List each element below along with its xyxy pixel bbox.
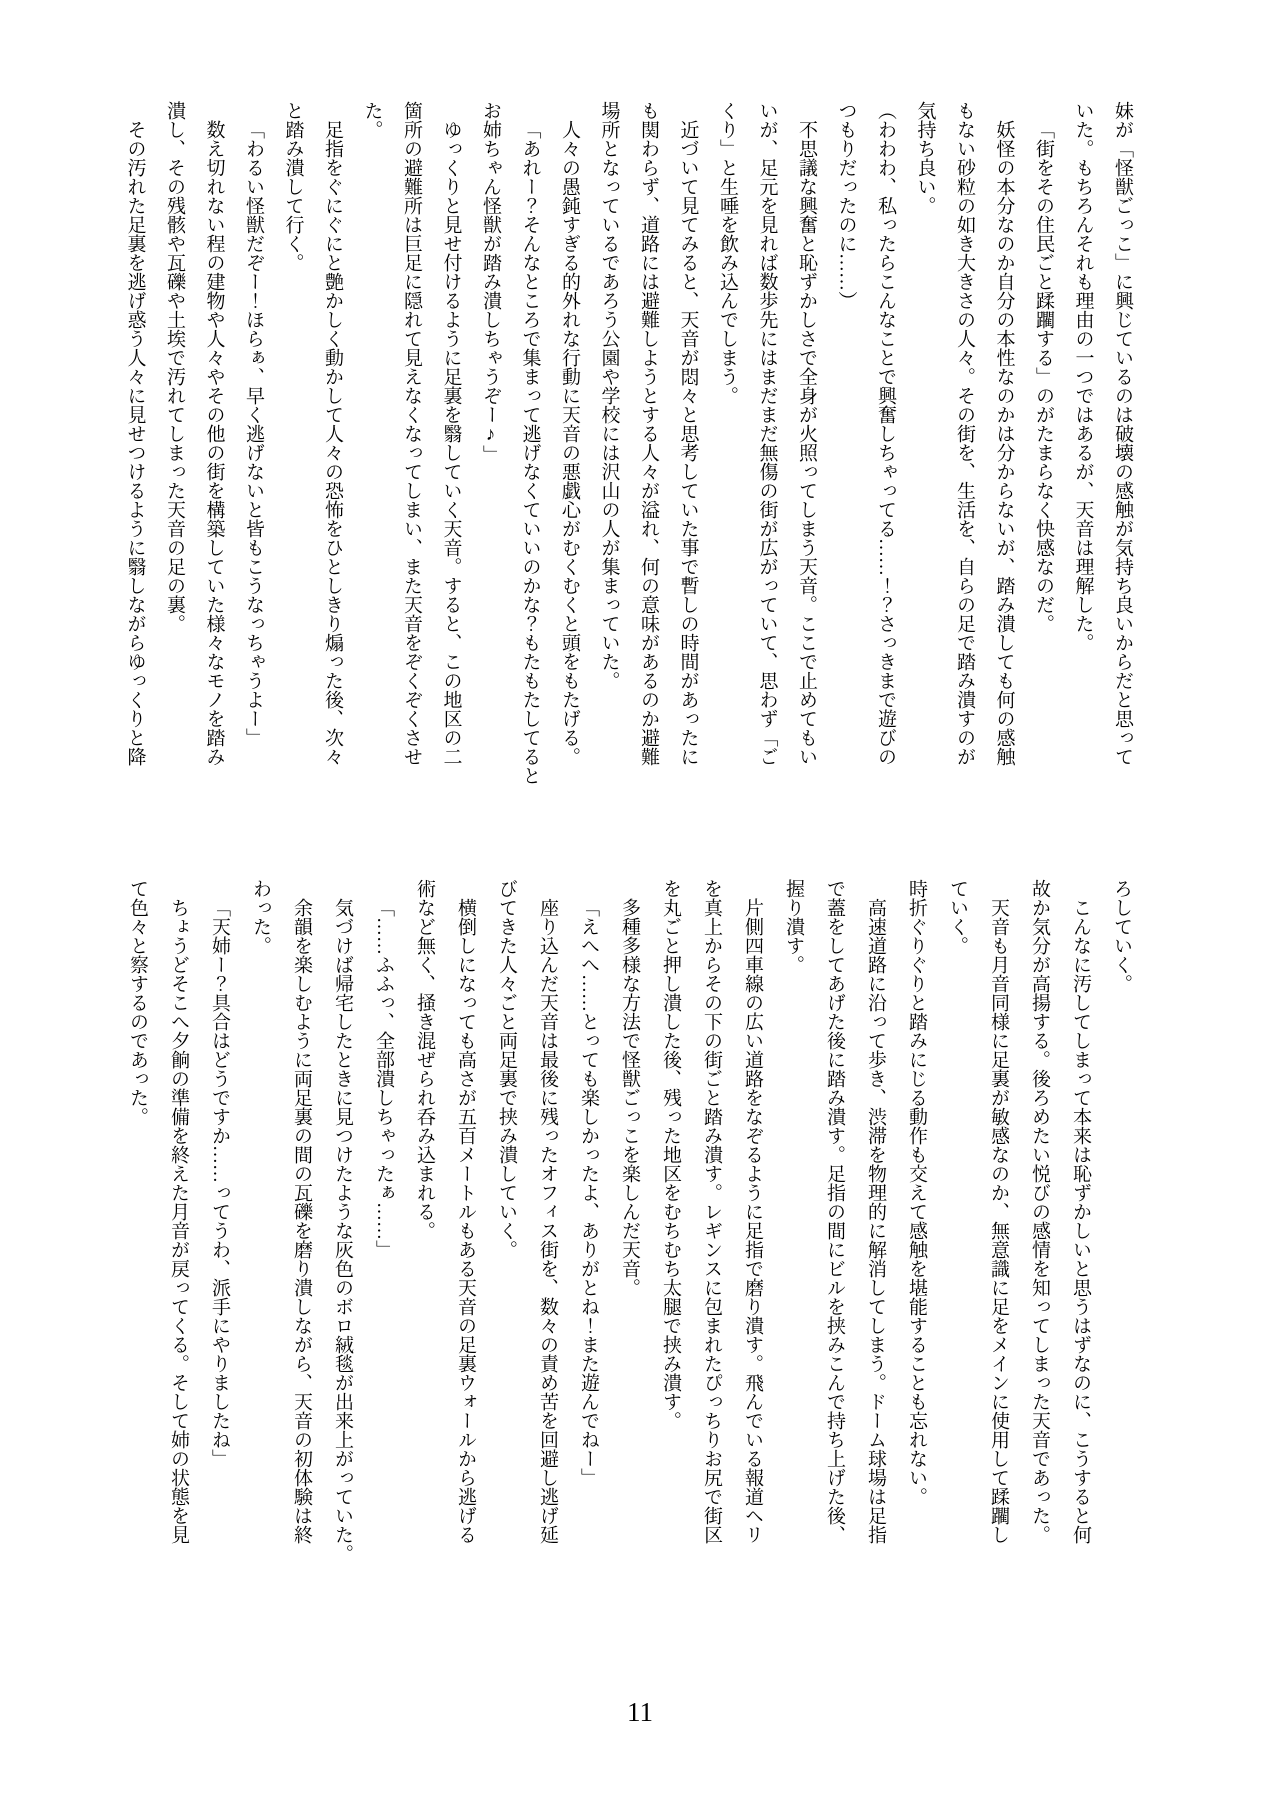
text-column: 妖怪の本分なのか自分の本性なのかは分からないが、踏み潰しても何の感触 [993,120,1015,766]
text-column: つもりだったのに……） [835,101,857,310]
text-column: 気づけば帰宅したときに見つけたような灰色のボロ絨毯が出来上がっていた。 [332,898,353,1563]
text-column: ていく。 [947,879,968,955]
text-column: 天音も月音同様に足裏が敏感なのか、無意識に足をメインに使用して蹂躙し [988,898,1009,1544]
text-column: もない砂粒の如き大きさの人々。その街を、生活を、自らの足で踏み潰すのが [954,101,975,766]
text-column: を丸ごと押し潰した後、残った地区をむちむち太腿で挟み潰す。 [660,879,681,1430]
text-column: 気持ち良い。 [914,101,936,215]
page-number: 11 [627,1697,653,1727]
text-column: 時折ぐりぐりと踏みにじる動作も交えて感触を堪能することも忘れない。 [906,879,927,1506]
text-column: 箇所の避難所は巨足に隠れて見えなくなってしまい、また天音をぞくぞくさせ [401,101,422,766]
text-column: を真上からその下の街ごと踏み潰す。レギンスに包まれたぴっちりお尻で街区 [701,879,722,1544]
text-column: 術など無く、掻き混ぜられ呑み込まれる。 [414,879,435,1240]
text-column: わった。 [250,879,271,955]
text-column: ちょうどそこへ夕餉の準備を終えた月音が戻ってくる。そして姉の状態を見 [168,898,189,1544]
text-column: と踏み潰して行く。 [282,101,304,272]
text-column: くり」と生唾を飲み込んでしまう。 [717,101,738,405]
text-column: で蓋をしてあげた後に踏み潰す。足指の間にビルを挟みこんで持ち上げた後、 [824,879,845,1544]
text-column: 余韻を楽しむように両足裏の間の瓦礫を磨り潰しながら、天音の初体験は終 [291,898,312,1544]
text-block-top [115,101,1142,785]
text-block-bottom [117,879,1142,1563]
text-column: 「わるい怪獣だぞー！ほらぁ、早く逃げないと皆もこうなっちゃうよー」 [243,120,264,747]
text-column: 妹が「怪獣ごっこ」に興じているのは破壊の感触が気持ち良いからだと思って [1112,101,1133,766]
text-column: ろしていく。 [1111,879,1132,993]
text-column: 「あれー？そんなところで集まって逃げなくていいのかな？もたもたしてると [519,120,541,785]
text-column: 多種多様な方法で怪獣ごっこを楽しんだ天音。 [619,898,640,1297]
text-column: て色々と察するのであった。 [127,879,148,1126]
text-column: びてきた人々ごと両足裏で挟み潰していく。 [496,879,517,1259]
text-column: いた。もちろんそれも理由の一つではあるが、天音は理解した。 [1072,101,1094,652]
text-column: いが、足元を見れば数歩先にはまだまだ無傷の街が広がっていて、思わず「ご [756,101,778,766]
text-column: 高速道路に沿って歩き、渋滞を物理的に解消してしまう。ドーム球場は足指 [865,898,886,1544]
text-column: 場所となっているであろう公園や学校には沢山の人が集まっていた。 [598,101,620,690]
text-column: 潰し、その残骸や瓦礫や土埃で汚れてしまった天音の足の裏。 [164,101,185,633]
text-column: 「天姉ー？具合はどうですか……ってうわ、派手にやりましたね」 [209,898,230,1468]
text-column: 座り込んだ天音は最後に残ったオフィス街を、数々の責め苦を回避し逃げ延 [537,898,558,1544]
text-column: 足指をぐにぐにと艶かしく動かして人々の恐怖をひとしきり煽った後、次々 [322,120,343,766]
text-column: 近づいて見てみると、天音が悶々と思考していた事で暫しの時間があったに [677,120,699,766]
text-column: 片側四車線の広い道路をなぞるように足指で磨り潰す。飛んでいる報道ヘリ [742,898,763,1544]
text-column: 不思議な興奮と恥ずかしさで全身が火照ってしまう天音。ここで止めてもい [796,120,817,766]
text-column: その汚れた足裏を逃げ惑う人々に見せつけるように翳しながらゆっくりと降 [124,120,146,766]
text-column: こんなに汚してしまって本来は恥ずかしいと思うはずなのに、こうすると何 [1070,898,1091,1544]
text-column: 「街をその住民ごと蹂躙する」のがたまらなく快感なのだ。 [1033,120,1054,633]
text-column: ゆっくりと見せ付けるように足裏を翳していく天音。すると、この地区の二 [440,120,462,766]
text-column: お姉ちゃん怪獣が踏み潰しちゃうぞー♪」 [480,101,501,464]
text-column: 人々の愚鈍すぎる的外れな行動に天音の悪戯心がむくむくと頭をもたげる。 [559,120,580,766]
text-column: （わわわ、私ったらこんなことで興奮しちゃってる……！？さっきまで遊びの [875,101,896,766]
text-column: 故か気分が高揚する。後ろめたい悦びの感情を知ってしまった天音であった。 [1029,879,1050,1544]
text-column: 数え切れない程の建物や人々やその他の街を構築していた様々なモノを踏み [203,120,225,766]
text-column: も関わらず、道路には避難しようとする人々が溢れ、何の意味があるのか避難 [638,101,659,766]
text-column: 横倒しになっても高さが五百メートルもある天音の足裏ウォールから逃げる [455,898,476,1544]
text-column: た。 [361,101,383,139]
text-column: 「えへへ……とっても楽しかったよ、ありがとね！また遊んでねー」 [578,898,599,1487]
text-column: 握り潰す。 [783,879,804,974]
text-column: 「……ふふっ、全部潰しちゃったぁ……」 [373,898,394,1259]
